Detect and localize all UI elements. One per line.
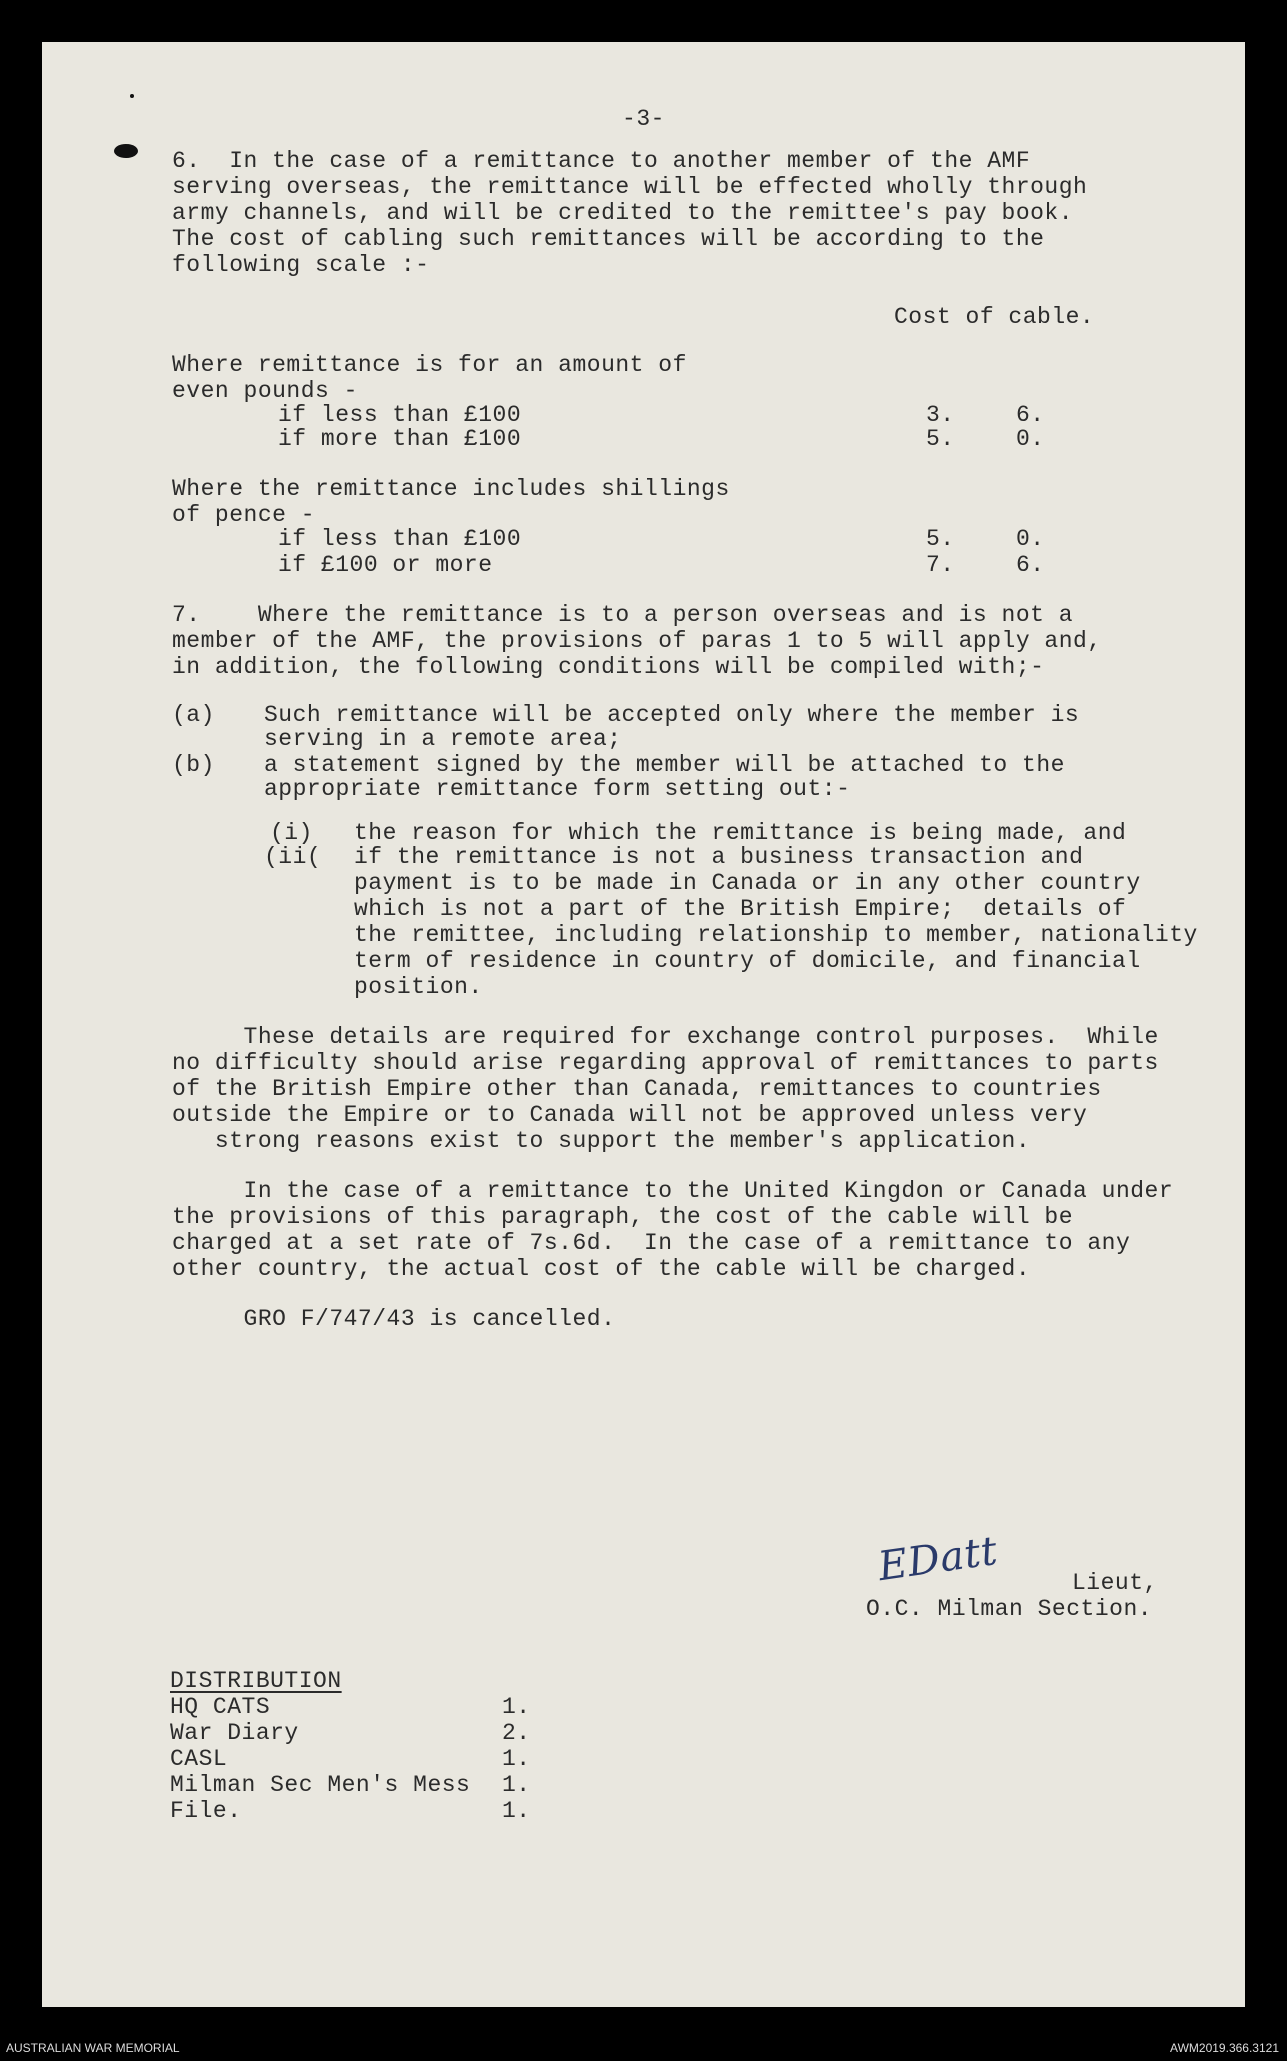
item-i-line-1: the reason for which the remittance is being made, and bbox=[354, 820, 1127, 846]
distribution-row-count: 1. bbox=[502, 1798, 531, 1824]
document-page bbox=[42, 42, 1245, 2007]
para7-line-3: in addition, the following conditions will be compiled with;- bbox=[172, 654, 1045, 680]
group2-heading-2: of pence - bbox=[172, 502, 316, 528]
group1-row2-label: if more than £100 bbox=[278, 426, 522, 452]
group1-row2-pence: 0. bbox=[1016, 426, 1045, 452]
item-ii-line-4: the remittee, including relationship to member, nationality bbox=[354, 922, 1198, 948]
distribution-row-name: HQ CATS bbox=[170, 1694, 271, 1720]
uk-line-1: In the case of a remittance to the United Kingdon or Canada under bbox=[172, 1178, 1174, 1204]
para6-line-4: The cost of cabling such remittances will be according to the bbox=[172, 226, 1045, 252]
para7-line-2: member of the AMF, the provisions of paras 1 to 5 will apply and, bbox=[172, 628, 1102, 654]
distribution-row-count: 1. bbox=[502, 1746, 531, 1772]
uk-line-2: the provisions of this paragraph, the cost of the cable will be bbox=[172, 1204, 1074, 1230]
distribution-row-count: 2. bbox=[502, 1720, 531, 1746]
para6-line-5: following scale :- bbox=[172, 252, 430, 278]
group2-row2-label: if £100 or more bbox=[278, 552, 493, 578]
group1-heading-1: Where remittance is for an amount of bbox=[172, 352, 687, 378]
details-line-2: no difficulty should arise regarding approval of remittances to parts bbox=[172, 1050, 1159, 1076]
signature-title: O.C. Milman Section. bbox=[866, 1596, 1153, 1622]
group1-row1-shillings: 3. bbox=[926, 402, 955, 428]
item-ii-marker: (ii( bbox=[264, 844, 322, 870]
item-ii-line-1: if the remittance is not a business transaction and bbox=[354, 844, 1084, 870]
distribution-row-name: File. bbox=[170, 1798, 242, 1824]
details-line-1: These details are required for exchange control purposes. While bbox=[172, 1024, 1159, 1050]
item-i-marker: (i) bbox=[270, 820, 313, 846]
ink-blot bbox=[114, 144, 138, 158]
item-ii-line-3: which is not a part of the British Empire; details of bbox=[354, 896, 1127, 922]
para6-line-2: serving overseas, the remittance will be effected wholly through bbox=[172, 174, 1088, 200]
distribution-row-name: CASL bbox=[170, 1746, 228, 1772]
handwritten-signature: EDatt bbox=[875, 1527, 1001, 1591]
group1-heading-2: even pounds - bbox=[172, 378, 358, 404]
group2-row1-shillings: 5. bbox=[926, 526, 955, 552]
distribution-row-name: Milman Sec Men's Mess bbox=[170, 1772, 471, 1798]
item-a-line-1: Such remittance will be accepted only where the member is bbox=[264, 702, 1080, 728]
item-ii-line-6: position. bbox=[354, 974, 483, 1000]
page-number: -3- bbox=[622, 106, 665, 132]
group1-row1-pence: 6. bbox=[1016, 402, 1045, 428]
item-b-line-2: appropriate remittance form setting out:- bbox=[264, 776, 851, 802]
signature-rank: Lieut, bbox=[1072, 1570, 1158, 1596]
item-ii-line-5: term of residence in country of domicile, and financial bbox=[354, 948, 1141, 974]
distribution-heading: DISTRIBUTION bbox=[170, 1668, 342, 1694]
group2-row1-label: if less than £100 bbox=[278, 526, 522, 552]
para6-line-1: 6. In the case of a remittance to another member of the AMF bbox=[172, 148, 1031, 174]
distribution-row-count: 1. bbox=[502, 1694, 531, 1720]
distribution-row-count: 1. bbox=[502, 1772, 531, 1798]
para7-line-1: 7. Where the remittance is to a person overseas and is not a bbox=[172, 602, 1074, 628]
group1-row2-shillings: 5. bbox=[926, 426, 955, 452]
footer-credit: AUSTRALIAN WAR MEMORIAL bbox=[6, 2041, 180, 2055]
item-a-line-2: serving in a remote area; bbox=[264, 726, 622, 752]
footer-accession: AWM2019.366.3121 bbox=[1170, 2041, 1279, 2055]
item-b-marker: (b) bbox=[172, 752, 215, 778]
group2-heading-1: Where the remittance includes shillings bbox=[172, 476, 730, 502]
cost-header: Cost of cable. bbox=[894, 304, 1095, 330]
uk-line-3: charged at a set rate of 7s.6d. In the case of a remittance to any bbox=[172, 1230, 1131, 1256]
distribution-row-name: War Diary bbox=[170, 1720, 299, 1746]
item-a-marker: (a) bbox=[172, 702, 215, 728]
group2-row1-pence: 0. bbox=[1016, 526, 1045, 552]
ink-speck bbox=[130, 94, 134, 98]
para6-line-3: army channels, and will be credited to the remittee's pay book. bbox=[172, 200, 1074, 226]
item-b-line-1: a statement signed by the member will be attached to the bbox=[264, 752, 1065, 778]
cancel-notice: GRO F/747/43 is cancelled. bbox=[172, 1306, 616, 1332]
details-line-4: outside the Empire or to Canada will not be approved unless very bbox=[172, 1102, 1088, 1128]
details-line-3: of the British Empire other than Canada, remittances to countries bbox=[172, 1076, 1102, 1102]
group2-row2-shillings: 7. bbox=[926, 552, 955, 578]
uk-line-4: other country, the actual cost of the cable will be charged. bbox=[172, 1256, 1031, 1282]
details-line-5: strong reasons exist to support the member's application. bbox=[172, 1128, 1031, 1154]
group2-row2-pence: 6. bbox=[1016, 552, 1045, 578]
item-ii-line-2: payment is to be made in Canada or in any other country bbox=[354, 870, 1141, 896]
group1-row1-label: if less than £100 bbox=[278, 402, 522, 428]
